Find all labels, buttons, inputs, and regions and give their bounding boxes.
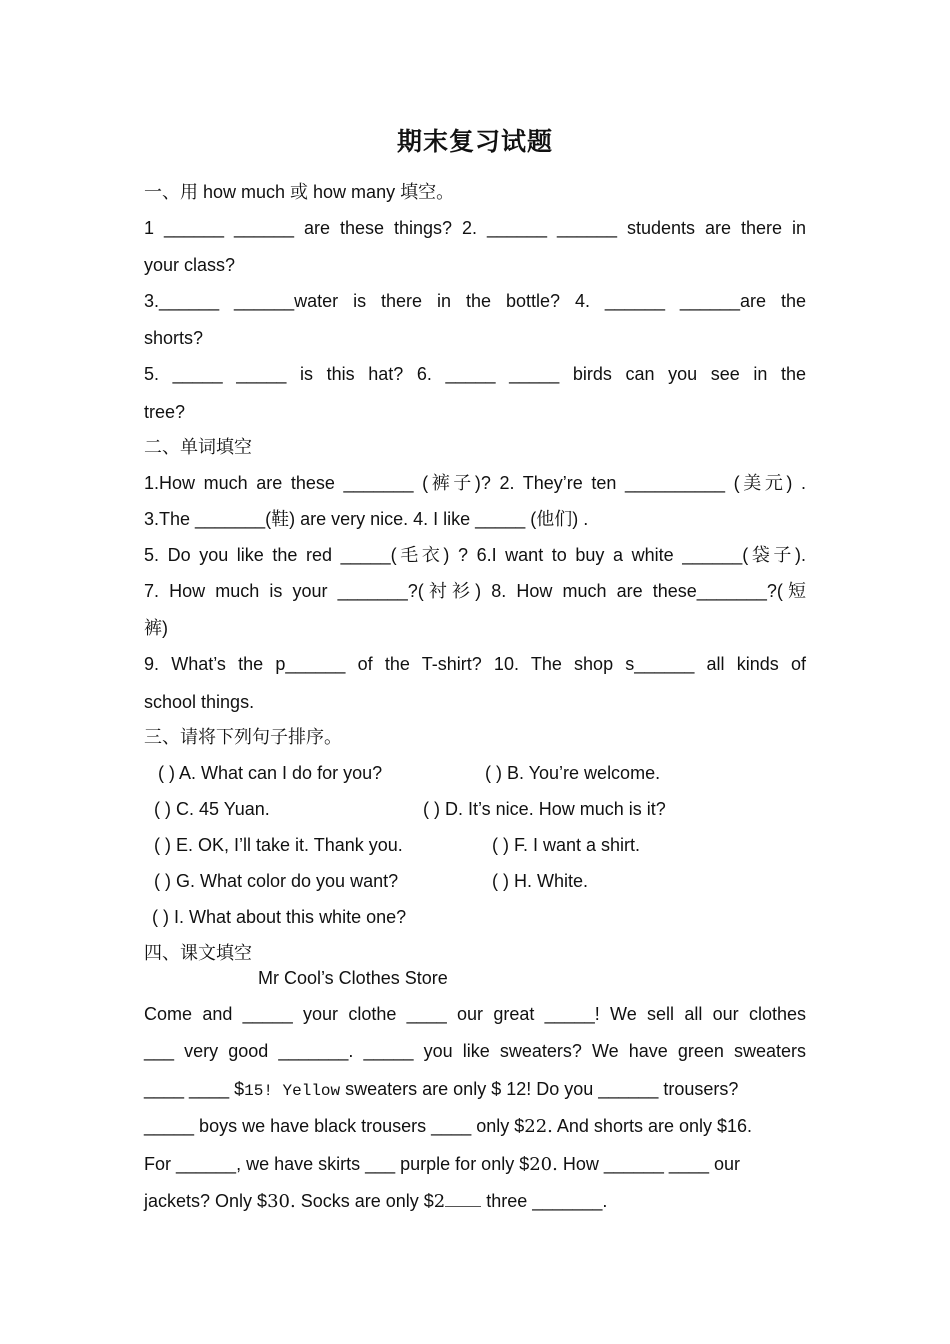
section-1-line-2: your class? xyxy=(144,255,236,275)
section-2-line-5: 裤) xyxy=(144,618,168,638)
passage-title: Mr Cool’s Clothes Store xyxy=(258,968,448,988)
passage-line-6-part-b: 30. xyxy=(267,1191,296,1212)
passage-line-5-part-a: For ______, we have skirts ___ purple for only $ xyxy=(144,1154,530,1174)
passage-line-4 xyxy=(144,1113,806,1139)
sentence-f: ( ) F. I want a shirt. xyxy=(492,835,641,855)
page-title: 期末复习试题 xyxy=(396,128,553,156)
sentence-g: ( ) G. What color do you want? xyxy=(154,871,399,891)
passage-line-4-part-c: And shorts are only $16. xyxy=(552,1116,753,1136)
section-4-heading: 四、课文填空 xyxy=(144,943,252,963)
passage-line-6-part-c: Socks are only $ xyxy=(295,1191,434,1211)
section-1-line-3: 3.______ ______water is there in the bottle? 4. ______ ______are the xyxy=(144,291,806,311)
ordering-row-4 xyxy=(144,868,806,894)
sentence-e: ( ) E. OK, I’ll take it. Thank you. xyxy=(154,835,403,855)
passage-line-5 xyxy=(144,1151,806,1177)
section-1-line-5: 5. _____ _____ is this hat? 6. _____ _____ birds can you see in the xyxy=(144,364,806,384)
passage-line-1: Come and _____ your clothe ____ our great _____! We sell all our clothes xyxy=(144,1004,806,1024)
section-3-heading: 三、请将下列句子排序。 xyxy=(144,727,342,747)
section-1-line-1: 1 ______ ______ are these things? 2. ______ ______ students are there in xyxy=(144,218,806,238)
section-2-line-6: 9. What’s the p______ of the T-shirt? 10. The shop s______ all kinds of xyxy=(144,654,806,674)
passage-line-3-part-b: 15! Yellow xyxy=(244,1082,341,1100)
section-1-line-6: tree? xyxy=(144,402,186,422)
ordering-row-1 xyxy=(144,760,806,786)
passage-line-5-part-b: 20. xyxy=(529,1154,558,1175)
passage-line-4-part-b: 22. xyxy=(524,1116,553,1137)
section-2-heading: 二、单词填空 xyxy=(144,437,252,457)
sentence-h: ( ) H. White. xyxy=(492,871,589,891)
section-2-line-4: 7. How much is your _______?(衬衫) 8. How much are these_______?(短 xyxy=(144,581,806,601)
sentence-i: ( ) I. What about this white one? xyxy=(152,907,407,927)
passage-line-3-part-c: sweaters are only $ 12! Do you ______ trousers? xyxy=(340,1079,739,1099)
ordering-row-2 xyxy=(144,796,806,822)
section-2-line-3: 5. Do you like the red _____(毛衣) ? 6.I want to buy a white ______(袋子). xyxy=(144,545,806,565)
passage-line-6-part-a: jackets? Only $ xyxy=(144,1191,268,1211)
section-2-line-7: school things. xyxy=(144,692,255,712)
section-2-line-1: 1.How much are these _______ (裤子)? 2. They’re ten __________ (美元) . xyxy=(144,473,806,493)
section-2-line-2: 3.The _______(鞋) are very nice. 4. I like _____ (他们) . xyxy=(144,509,589,529)
passage-line-4-part-a: _____ boys we have black trousers ____ only $ xyxy=(144,1116,525,1136)
passage-line-3 xyxy=(144,1076,806,1102)
passage-line-3-part-a: ____ ____ $ xyxy=(144,1079,245,1099)
passage-line-5-part-c: How ______ ____ our xyxy=(557,1154,740,1174)
sentence-d: ( ) D. It’s nice. How much is it? xyxy=(423,799,666,819)
sentence-b: ( ) B. You’re welcome. xyxy=(485,763,661,783)
sentence-c: ( ) C. 45 Yuan. xyxy=(154,799,270,819)
passage-line-6 xyxy=(144,1188,806,1214)
passage-line-6-part-d: 2 xyxy=(433,1191,446,1212)
sentence-a: ( ) A. What can I do for you? xyxy=(158,763,383,783)
passage-line-2: ___ very good _______. _____ you like sweaters? We have green sweaters xyxy=(144,1041,806,1061)
section-1-heading: 一、用 how much 或 how many 填空。 xyxy=(144,182,455,202)
section-1-line-4: shorts? xyxy=(144,328,204,348)
blank-underline xyxy=(445,1192,481,1207)
ordering-row-3 xyxy=(144,832,806,858)
passage-line-6-part-e: three _______. xyxy=(481,1191,608,1211)
